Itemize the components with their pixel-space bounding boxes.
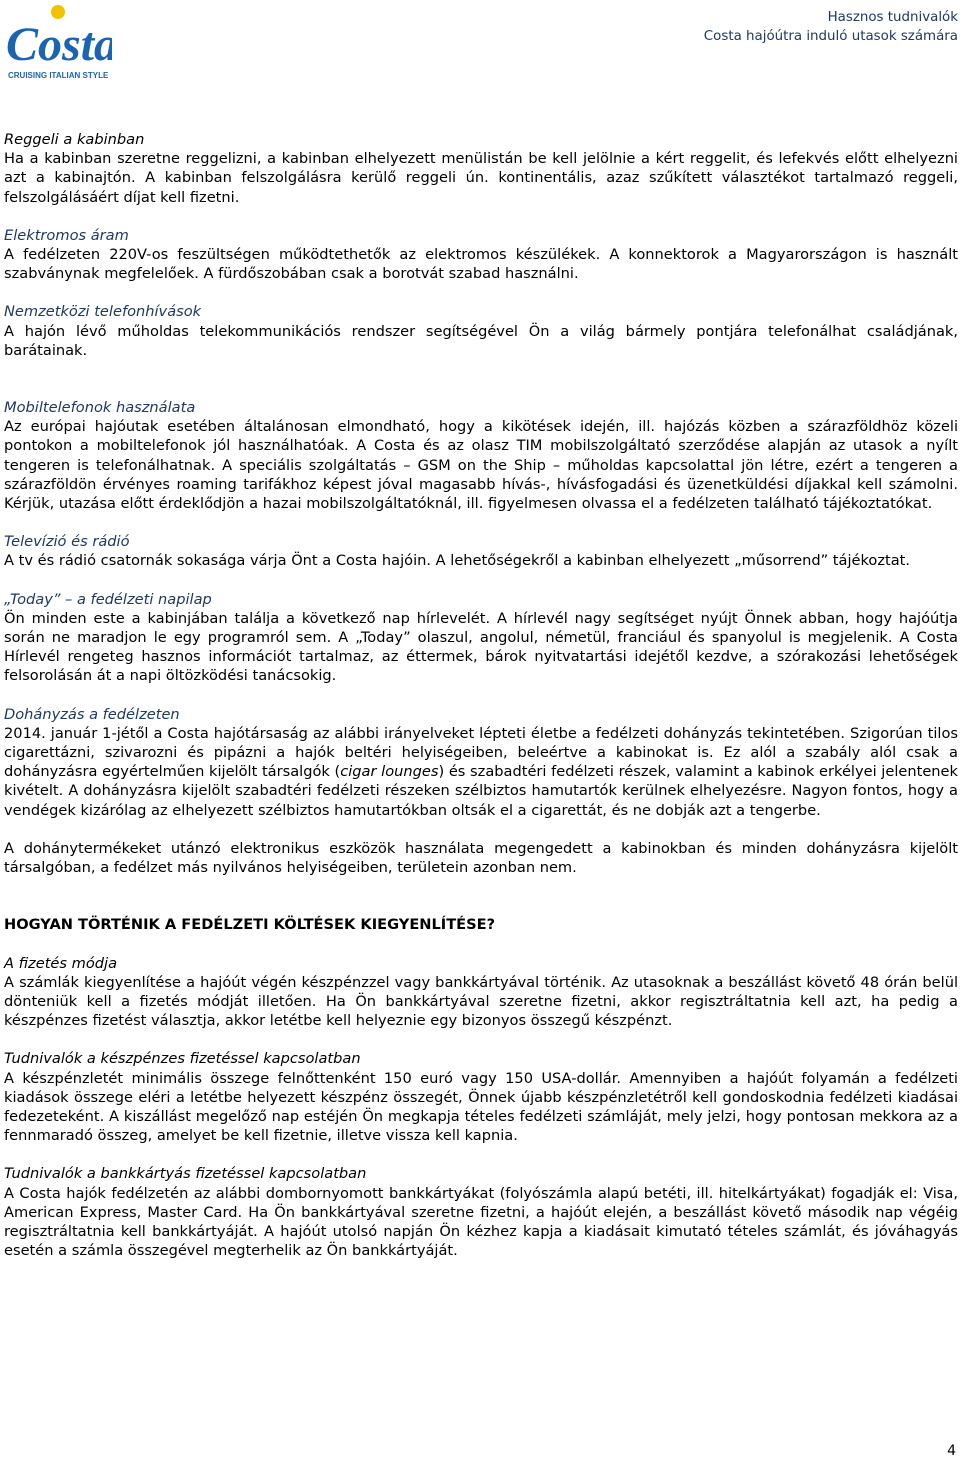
section-payment [4,954,958,1031]
section-title: Mobiltelefonok használata [4,399,196,417]
header-subtitle: Costa hajóútra induló utasok számára [703,29,958,44]
section-body-part: 2014. január 1-jétől a Costa hajótársaság az alábbi irányelveket lépteti életbe a fedélzeti dohányzás tekintetében. Szigorúan tilos cigarettázni, szivarozni és pipázni a hajók beltéri helyiségeiben, beleértve a kabinokat is. Ez alól a szabály alól csak a dohányzásra egyértelműen kijelölt társalgók ( [4,724,958,781]
costa-logo [4,2,112,82]
section-title: Reggeli a kabinban [4,131,145,148]
section-intl-calls [4,302,958,360]
document-header [704,8,958,46]
section-body: A Costa hajók fedélzetén az alábbi dombornyomott bankkártyákat (folyószámla alapú betéti, ill. hitelkártyákat) fogadják el: Visa, American Express, Master Card. Ha Ön bankkártyával szeretne fizetni, a hajóút elején, a beszállást követő második nap végéig regisztráltatnia kell bankkártyáját. A hajóút utolsó napján Ön kézhez kapja a kiadásait kimutató tételes számlát, és jóváhagyás esetén a számla összegével megterhelik az Ön bankkártyáját. [4,1184,958,1260]
section-card [4,1164,958,1260]
section-electric [4,226,958,284]
section-body: A fedélzeten 220V-os feszültségen működtethetők az elektromos készülékek. A konnektorok a Magyarországon is használt szabványnak megfelelőek. A fürdőszobában csak a borotvát szabad használni. [4,246,958,283]
section-cash [4,1049,958,1145]
section-title: Tudnivalók a bankkártyás fizetéssel kapcsolatban [4,1165,367,1183]
logo-wordmark: Costa [6,18,112,71]
section-breakfast [4,130,958,207]
section-body: Ön minden este a kabinjában találja a következő nap hírlevelét. A hírlevél nagy segítséget nyújt Önnek abban, hogy hajóútja során ne maradjon le egy programról sem. A „Today” olaszul, angolul, németül, franciául és spanyolul is megjelenik. A Costa Hírlevél rengeteg hasznos információt tartalmaz, az éttermek, bárok nyitvatartási idejétől kezdve, a szórakozási lehetőségek felsorolásán át a napi öltözködési tanácsokig. [4,609,958,685]
section-body: A tv és rádió csatornák sokasága várja Önt a Costa hajóin. A lehetőségekről a kabinban elhelyezett „műsorrend” tájékoztat. [4,552,911,570]
logo-tagline: CRUISING ITALIAN STYLE [8,71,109,80]
section-body: Az európai hajóutak esetében általánosan elmondható, hogy a kikötések idején, ill. hajózás közben a szárazföldhöz közeli pontokon a mobiltelefonok jól használhatóak. A Costa és az olasz TIM mobilszolgáltató szerződése alapján az utasok a nyílt tengeren is telefonálhatnak. A speciális szolgáltatás – GSM on the Ship – műholdas kapcsolattal jön létre, ezért a tengeren a szárazföldön érvényes roaming tarifákhoz képest jóval magasabb hívás-, hívásfogadási és üzenetküldési díjakkal kell számolni. Kérjük, utazása előtt érdeklődjön a hazai mobilszolgáltatóknál, ill. figyelmesen olvassa el a fedélzeten található tájékoztatókat. [4,418,958,513]
section-body: A hajón lévő műholdas telekommunikációs rendszer segítségével Ön a világ bármely pontjára telefonálhat családjának, barátainak. [4,322,958,359]
page-number: 4 [947,1443,956,1459]
section-body: A számlák kiegyenlítése a hajóút végén készpénzzel vagy bankkártyával történik. Az utasoknak a beszállást követő 48 órán belül dönteniük kell a fizetés módját illetően. Ha Ön bankkártyával szeretne fizetni, akkor regisztráltatnia kell azt, ha pedig a készpénzes fizetést választja, akkor letétbe kell helyeznie egy bizonyos összegű készpénzt. [4,973,958,1030]
section-body-part: ) és szabadtéri fedélzeti részek, valamint a kabinok erkélyei jelentenek kivételt. A dohányzásra kijelölt szabadtéri fedélzeti részeken szélbiztos hamutartók kerülnek elhelyezésre. Nagyon fontos, hogy a vendégek kizárólag az elhelyezett szélbiztos hamutartókban oltsák el a cigarettát, és ne dobják azt a tengerbe. [4,763,958,819]
expenses-heading: HOGYAN TÖRTÉNIK A FEDÉLZETI KÖLTÉSEK KIEGYENLÍTÉSE? [4,916,496,934]
document-body [4,130,958,1260]
section-body-emphasis: cigar lounges [340,763,439,781]
section-title: Televízió és rádió [4,533,130,551]
section-mobile [4,398,958,513]
section-body: A készpénzletét minimális összege felnőttenként 150 euró vagy 150 USA-dollár. Amennyiben a hajóút folyamán a fedélzeti kiadások összege eléri a letétbe helyezett készpénz összegét, Önnek újabb készpénzletétről kell gondoskodnia fedélzeti kiadásai fedezeteként. A kiszállást megelőző nap estéjén Ön megkapja tételes fedélzeti számláját, mely jelzi, hogy pontosan mekkora az a fennmaradó összeg, amelyet be kell fizetnie, illetve vissza kell kapnia. [4,1069,958,1145]
section-tv [4,532,958,570]
section-smoking [4,705,958,878]
costa-logo-graphic [4,2,112,82]
section-title: A fizetés módja [4,954,118,972]
section-body-second: A dohánytermékeket utánzó elektronikus eszközök használata megengedett a kabinokban és minden dohányzásra kijelölt társalgóban, a fedélzet más nyilvános helyiségeiben, területein azonban nem. [4,839,958,877]
section-body [4,724,958,820]
section-title: „Today” – a fedélzeti napilap [4,590,212,608]
section-today [4,590,958,686]
section-title: Tudnivalók a készpénzes fizetéssel kapcsolatban [4,1050,361,1068]
section-title: Dohányzás a fedélzeten [4,705,180,723]
sun-icon [51,5,65,19]
section-title: Nemzetközi telefonhívások [4,303,202,321]
section-title: Elektromos áram [4,226,129,244]
section-body: Ha a kabinban szeretne reggelizni, a kabinban elhelyezett menülistán be kell jelölnie a kért reggelit, és lefekvés előtt elhelyezni azt a kabinajtón. A kabinban felszolgálásra kerülő reggeli ún. kontinentális, azaz szűkített választékot tartalmazó reggeli, felszolgálásáért díjat kell fizetni. [4,150,958,206]
header-title: Hasznos tudnivalók [827,10,958,25]
